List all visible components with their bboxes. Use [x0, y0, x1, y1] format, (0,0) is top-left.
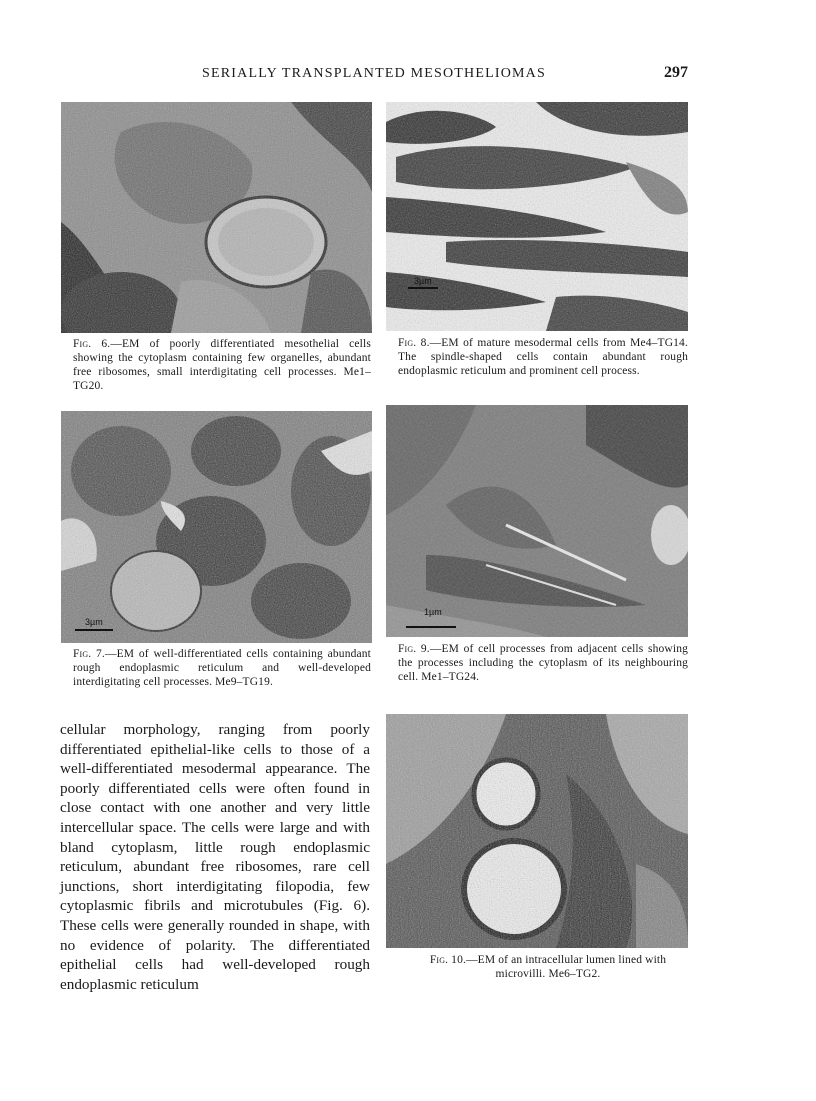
fig7-label: Fig. 7. — [73, 648, 105, 660]
body-text-paragraph: cellular morphology, ranging from poorly differentiated epithelial-like cells to those of a well-differentiated mesodermal appearance. The poorly differentiated cells were often found in close contact with one another and very little intercellular space. The cells were large and with bland cytoplasm, little rough endoplasmic reticulum, abundant free ribosomes, rare cell junctions, short interdigitating filopodia, few cytoplasmic fibrils and microtubules (Fig. 6). These cells were generally rounded in shape, with no evidence of polarity. The differentiated epithelial cells had well-developed rough endoplasmic reticulum — [60, 721, 370, 993]
fig8-micrograph-image — [386, 102, 688, 331]
fig9-micrograph-image — [386, 405, 688, 637]
fig10-caption-text: —EM of an intracellular lumen lined with microvilli. Me6–TG2. — [466, 954, 667, 980]
fig7-scale-label: 3µm — [85, 617, 103, 627]
fig7-micrograph — [61, 411, 372, 643]
fig10-micrograph — [386, 714, 688, 948]
fig9-caption — [398, 642, 688, 684]
fig8-micrograph — [386, 102, 688, 331]
fig6-label: Fig. 6. — [73, 338, 111, 350]
fig8-label: Fig. 8. — [398, 337, 430, 349]
fig6-micrograph — [61, 102, 372, 333]
page-number: 297 — [664, 64, 688, 81]
fig8-scale-label: 3µm — [414, 276, 432, 286]
running-head — [60, 64, 688, 86]
fig7-micrograph-image — [61, 411, 372, 643]
fig9-caption-text: —EM of cell processes from adjacent cells showing the processes including the cytoplasm of its neighbouring cell. Me1–TG24. — [398, 643, 689, 683]
fig8-caption — [398, 336, 688, 378]
fig7-caption-text: —EM of well-differentiated cells containing abundant rough endoplasmic reticulum and well-developed interdigitating cell processes. Me9–TG19. — [73, 648, 371, 688]
fig10-caption — [420, 953, 676, 981]
fig7-caption — [73, 647, 371, 689]
fig10-micrograph-image — [386, 714, 688, 948]
fig6-micrograph-image — [61, 102, 372, 333]
fig6-caption — [73, 337, 371, 393]
running-title: SERIALLY TRANSPLANTED MESOTHELIOMAS — [202, 66, 546, 81]
fig8-caption-text: —EM of mature mesodermal cells from Me4–TG14. The spindle-shaped cells contain abundant rough endoplasmic reticulum and prominent cell process. — [398, 337, 688, 377]
fig9-micrograph — [386, 405, 688, 637]
fig9-scale-label: 1µm — [424, 607, 442, 617]
fig10-label: Fig. 10. — [429, 954, 466, 966]
fig6-caption-text: —EM of poorly differentiated mesothelial cells showing the cytoplasm containing few organelles, abundant free ribosomes, small interdigitating cell processes. Me1–TG20. — [73, 338, 371, 392]
fig9-label: Fig. 9. — [398, 643, 430, 655]
